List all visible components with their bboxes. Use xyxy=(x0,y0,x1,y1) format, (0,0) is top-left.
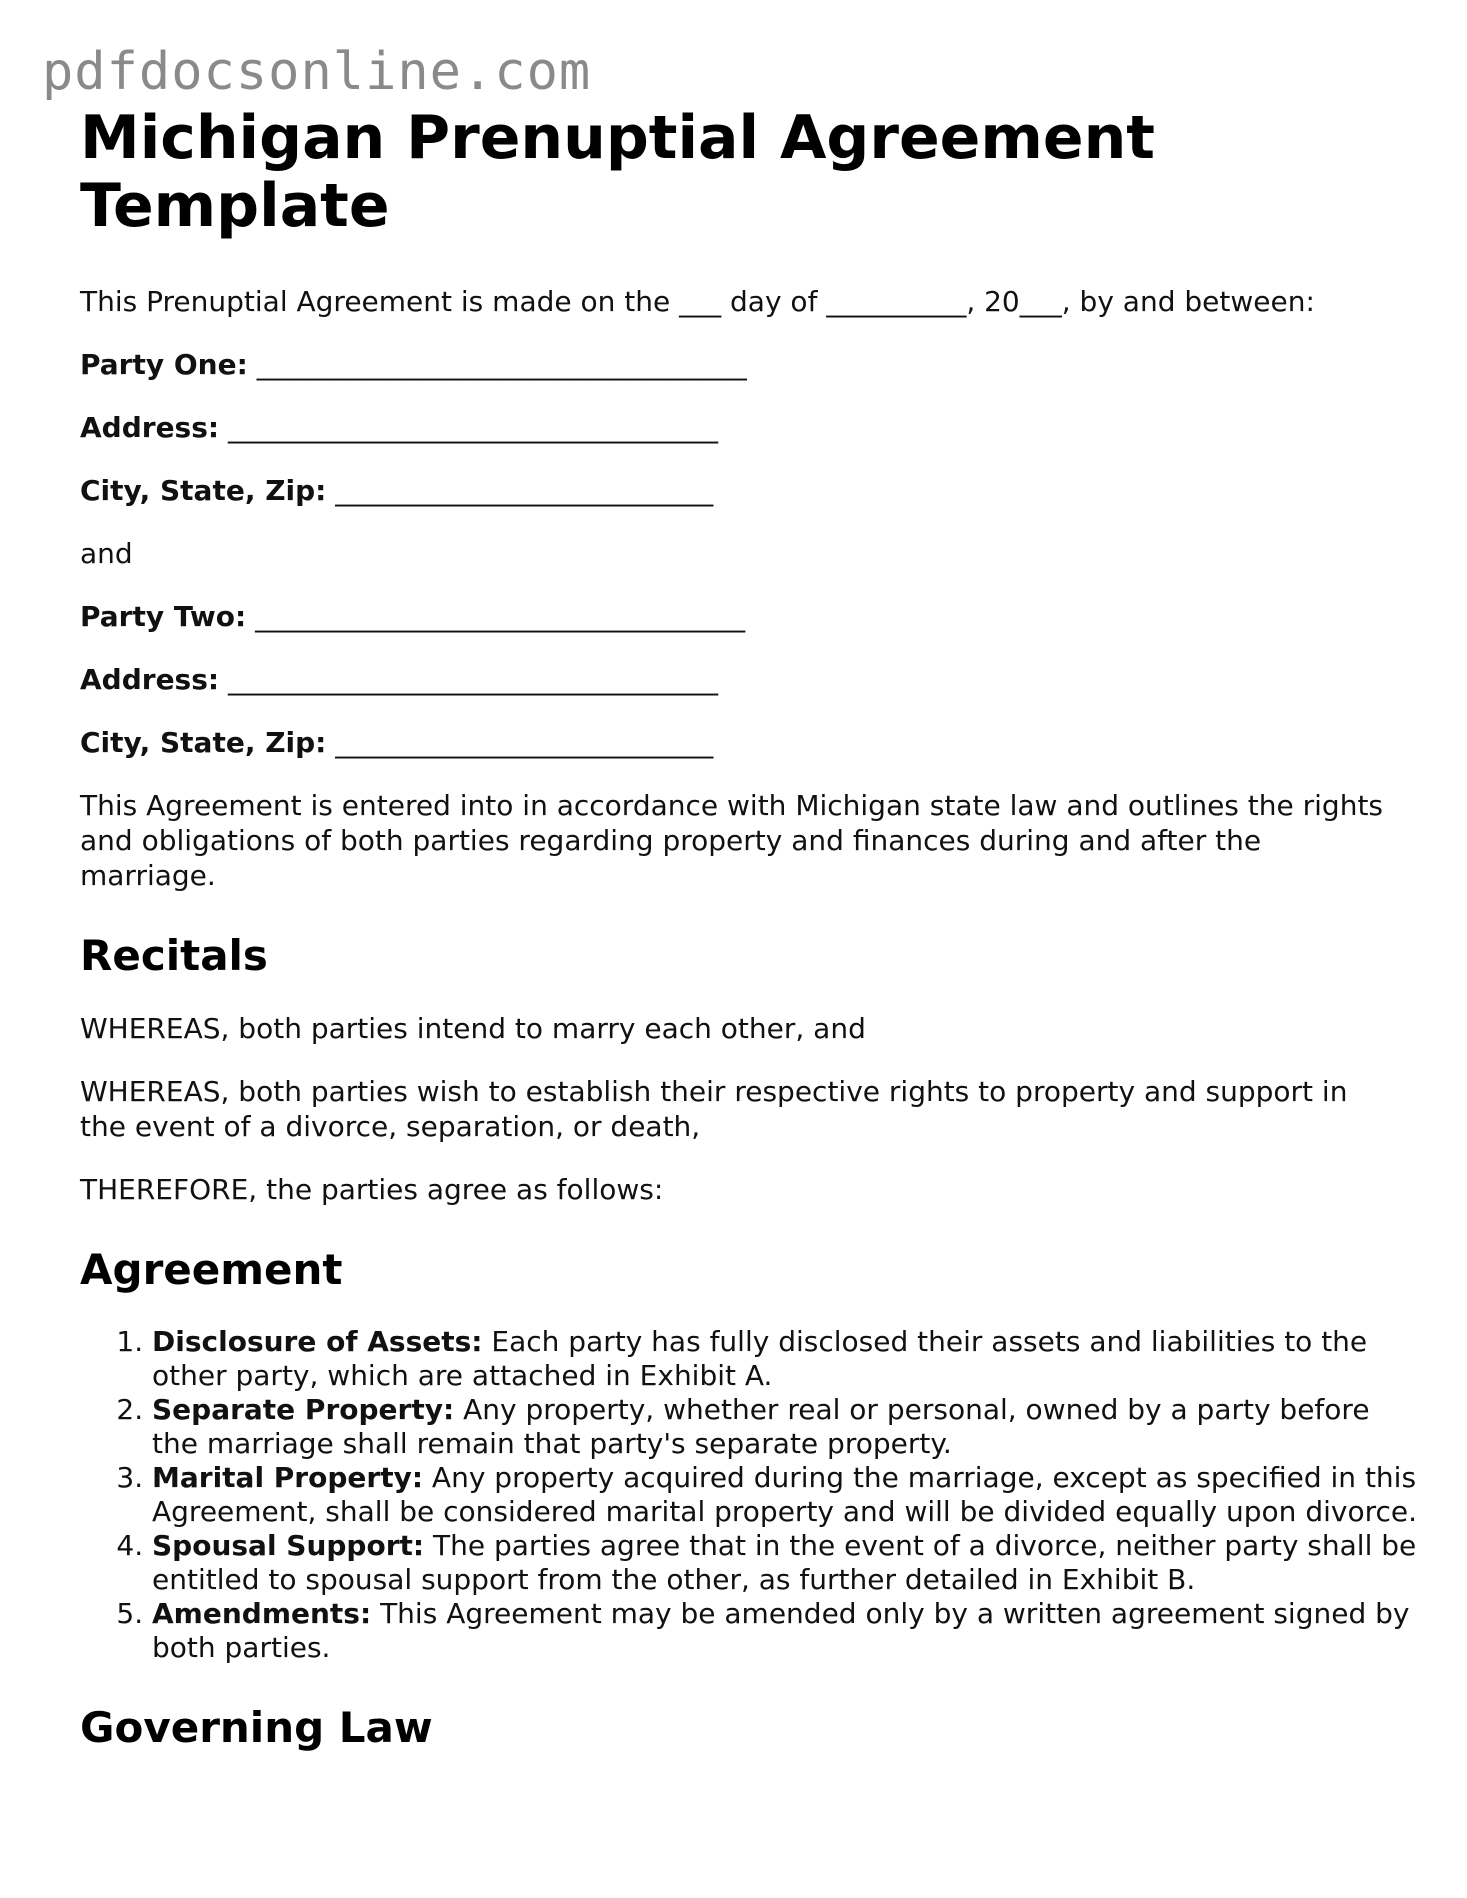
agreement-statement: This Agreement is entered into in accordance with Michigan state law and outlines the rights and obligations of both parties regarding property and finances during and after the marriage. xyxy=(80,789,1384,892)
therefore-clause: THEREFORE, the parties agree as follows: xyxy=(80,1173,664,1206)
list-item xyxy=(152,1461,1420,1529)
party-one-name-label: Party One: xyxy=(80,348,248,381)
term-title: Separate Property: xyxy=(152,1393,455,1426)
term-text: Any property, whether real or personal, owned by a party before the marriage shall remain that party's separate property. xyxy=(152,1393,1370,1460)
party-two-city-blank[interactable]: ___________________________ xyxy=(335,726,714,759)
term-text: Each party has fully disclosed their assets and liabilities to the other party, which are attached in Exhibit A. xyxy=(152,1325,1368,1392)
agreement-heading: Agreement xyxy=(80,1245,343,1294)
list-item xyxy=(152,1393,1420,1461)
party-one-address-field xyxy=(80,410,1390,445)
conjunction-and: and xyxy=(80,537,133,570)
document-body xyxy=(80,103,1417,1753)
party-one-address-blank[interactable]: ___________________________________ xyxy=(228,411,718,444)
list-item xyxy=(152,1325,1420,1393)
party-one-name-field xyxy=(80,347,1390,382)
party-one-city-blank[interactable]: ___________________________ xyxy=(335,474,714,507)
list-item xyxy=(152,1597,1420,1665)
term-text: This Agreement may be amended only by a written agreement signed by both parties. xyxy=(152,1597,1410,1664)
term-text: The parties agree that in the event of a divorce, neither party shall be entitled to spousal support from the other, as further detailed in Exhibit B. xyxy=(152,1529,1417,1596)
intro-text: This Prenuptial Agreement is made on the ___ day of __________, 20___, by and between: xyxy=(80,285,1315,318)
party-two-address-label: Address: xyxy=(80,663,220,696)
term-title: Disclosure of Assets: xyxy=(152,1325,483,1358)
party-two-name-blank[interactable]: ___________________________________ xyxy=(255,600,746,633)
term-title: Amendments: xyxy=(152,1597,372,1630)
whereas-clause-2: WHEREAS, both parties wish to establish their respective rights to property and support in the event of a divorce, separation, or death, xyxy=(80,1075,1348,1143)
party-one-name-blank[interactable]: ___________________________________ xyxy=(256,348,747,381)
party-two-city-label: City, State, Zip: xyxy=(80,726,327,759)
party-two-name-label: Party Two: xyxy=(80,600,247,633)
party-one-address-label: Address: xyxy=(80,411,220,444)
term-text: Any property acquired during the marriage, except as specified in this Agreement, shall be considered marital property and will be divided equally upon divorce. xyxy=(152,1461,1417,1528)
recitals-heading: Recitals xyxy=(80,931,268,980)
document-title: Michigan Prenuptial Agreement Template xyxy=(80,103,1155,241)
party-two-address-field xyxy=(80,662,1390,697)
party-one-city-field xyxy=(80,473,1390,508)
term-title: Spousal Support: xyxy=(152,1529,425,1562)
whereas-clause-1: WHEREAS, both parties intend to marry each other, and xyxy=(80,1012,866,1045)
party-two-name-field xyxy=(80,599,1390,634)
governing-law-heading: Governing Law xyxy=(80,1703,433,1752)
party-two-address-blank[interactable]: ___________________________________ xyxy=(228,663,718,696)
watermark: pdfdocsonline.com xyxy=(42,42,592,102)
list-item xyxy=(152,1529,1420,1597)
agreement-terms-list xyxy=(80,1325,1420,1665)
term-title: Marital Property: xyxy=(152,1461,424,1494)
party-one-city-label: City, State, Zip: xyxy=(80,474,327,507)
party-two-city-field xyxy=(80,725,1390,760)
